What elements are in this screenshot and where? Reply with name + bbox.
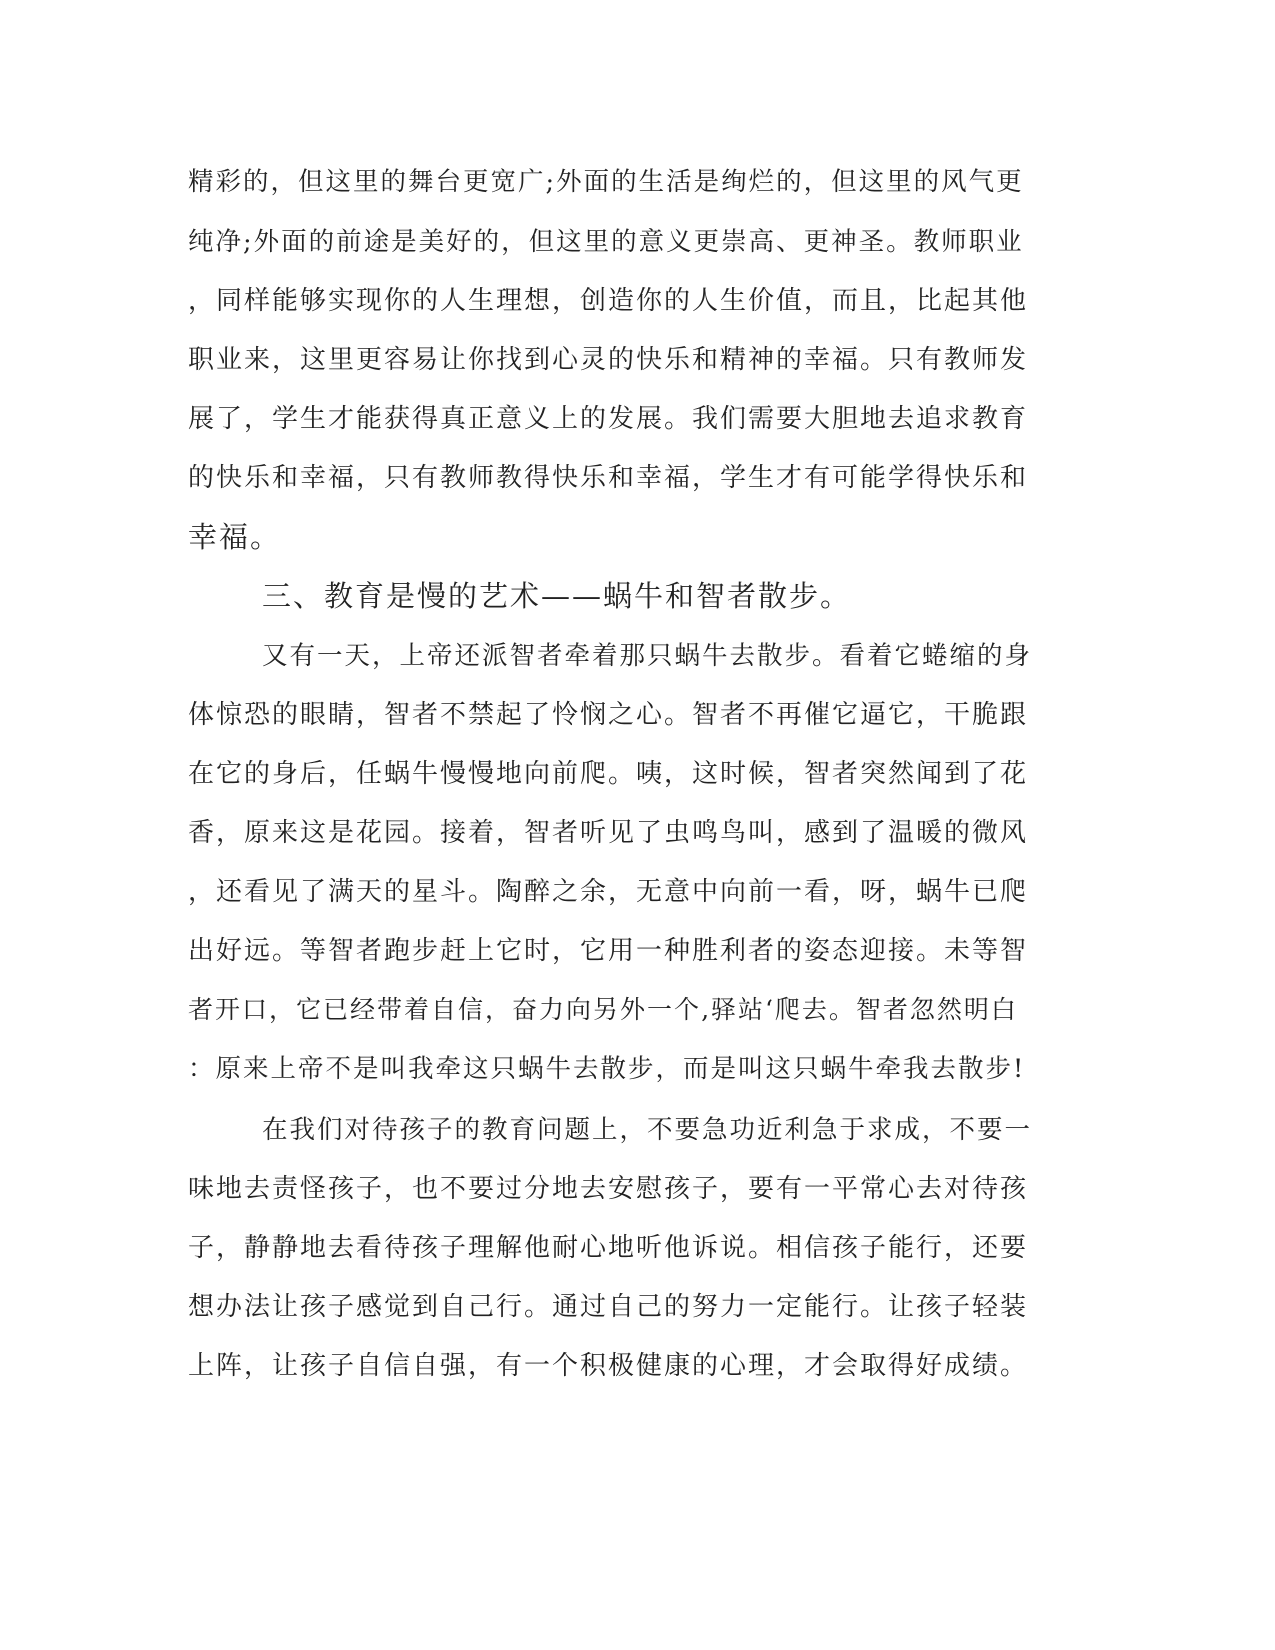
text-line: 味地去责怪孩子，也不要过分地去安慰孩子，要有一平常心去对待孩 [188, 1174, 1029, 1204]
text-line: 想办法让孩子感觉到自己行。通过自己的努力一定能行。让孩子轻装 [188, 1292, 1029, 1322]
text-line: ：原来上帝不是叫我牵这只蜗牛去散步，而是叫这只蜗牛牵我去散步! [188, 1054, 1026, 1084]
text-line: ，还看见了满天的星斗。陶醉之余，无意中向前一看，呀，蜗牛已爬 [188, 877, 1029, 907]
text-line: 在我们对待孩子的教育问题上，不要急功近利急于求成，不要一 [262, 1115, 1033, 1145]
text-line: 纯净;外面的前途是美好的，但这里的意义更崇高、更神圣。教师职业 [188, 227, 1024, 257]
section-heading: 三、教育是慢的艺术——蜗牛和智者散步。 [262, 579, 852, 613]
text-line: 在它的身后，任蜗牛慢慢地向前爬。咦，这时候，智者突然闻到了花 [188, 759, 1029, 789]
text-line: 职业来，这里更容易让你找到心灵的快乐和精神的幸福。只有教师发 [188, 345, 1029, 375]
text-line: 的快乐和幸福，只有教师教得快乐和幸福，学生才有可能学得快乐和 [188, 463, 1029, 493]
text-line: 展了，学生才能获得真正意义上的发展。我们需要大胆地去追求教育 [188, 404, 1029, 434]
text-line: 上阵，让孩子自信自强，有一个积极健康的心理，才会取得好成绩。 [188, 1351, 1029, 1381]
text-line: ，同样能够实现你的人生理想，创造你的人生价值，而且，比起其他 [188, 286, 1029, 316]
text-line: 又有一天，上帝还派智者牵着那只蜗牛去散步。看着它蜷缩的身 [262, 641, 1033, 671]
text-line: 香，原来这是花园。接着，智者听见了虫鸣鸟叫，感到了温暖的微风 [188, 818, 1029, 848]
text-line: 出好远。等智者跑步赶上它时，它用一种胜利者的姿态迎接。未等智 [188, 936, 1029, 966]
text-line: 幸福。 [188, 520, 282, 554]
text-line: 精彩的，但这里的舞台更宽广;外面的生活是绚烂的，但这里的风气更 [188, 167, 1024, 197]
text-line: 子，静静地去看待孩子理解他耐心地听他诉说。相信孩子能行，还要 [188, 1233, 1029, 1263]
text-line: 体惊恐的眼睛，智者不禁起了怜悯之心。智者不再催它逼它，干脆跟 [188, 700, 1029, 730]
text-line: 者开口，它已经带着自信，奋力向另外一个‚驿站‘爬去。智者忽然明白 [188, 995, 1018, 1024]
